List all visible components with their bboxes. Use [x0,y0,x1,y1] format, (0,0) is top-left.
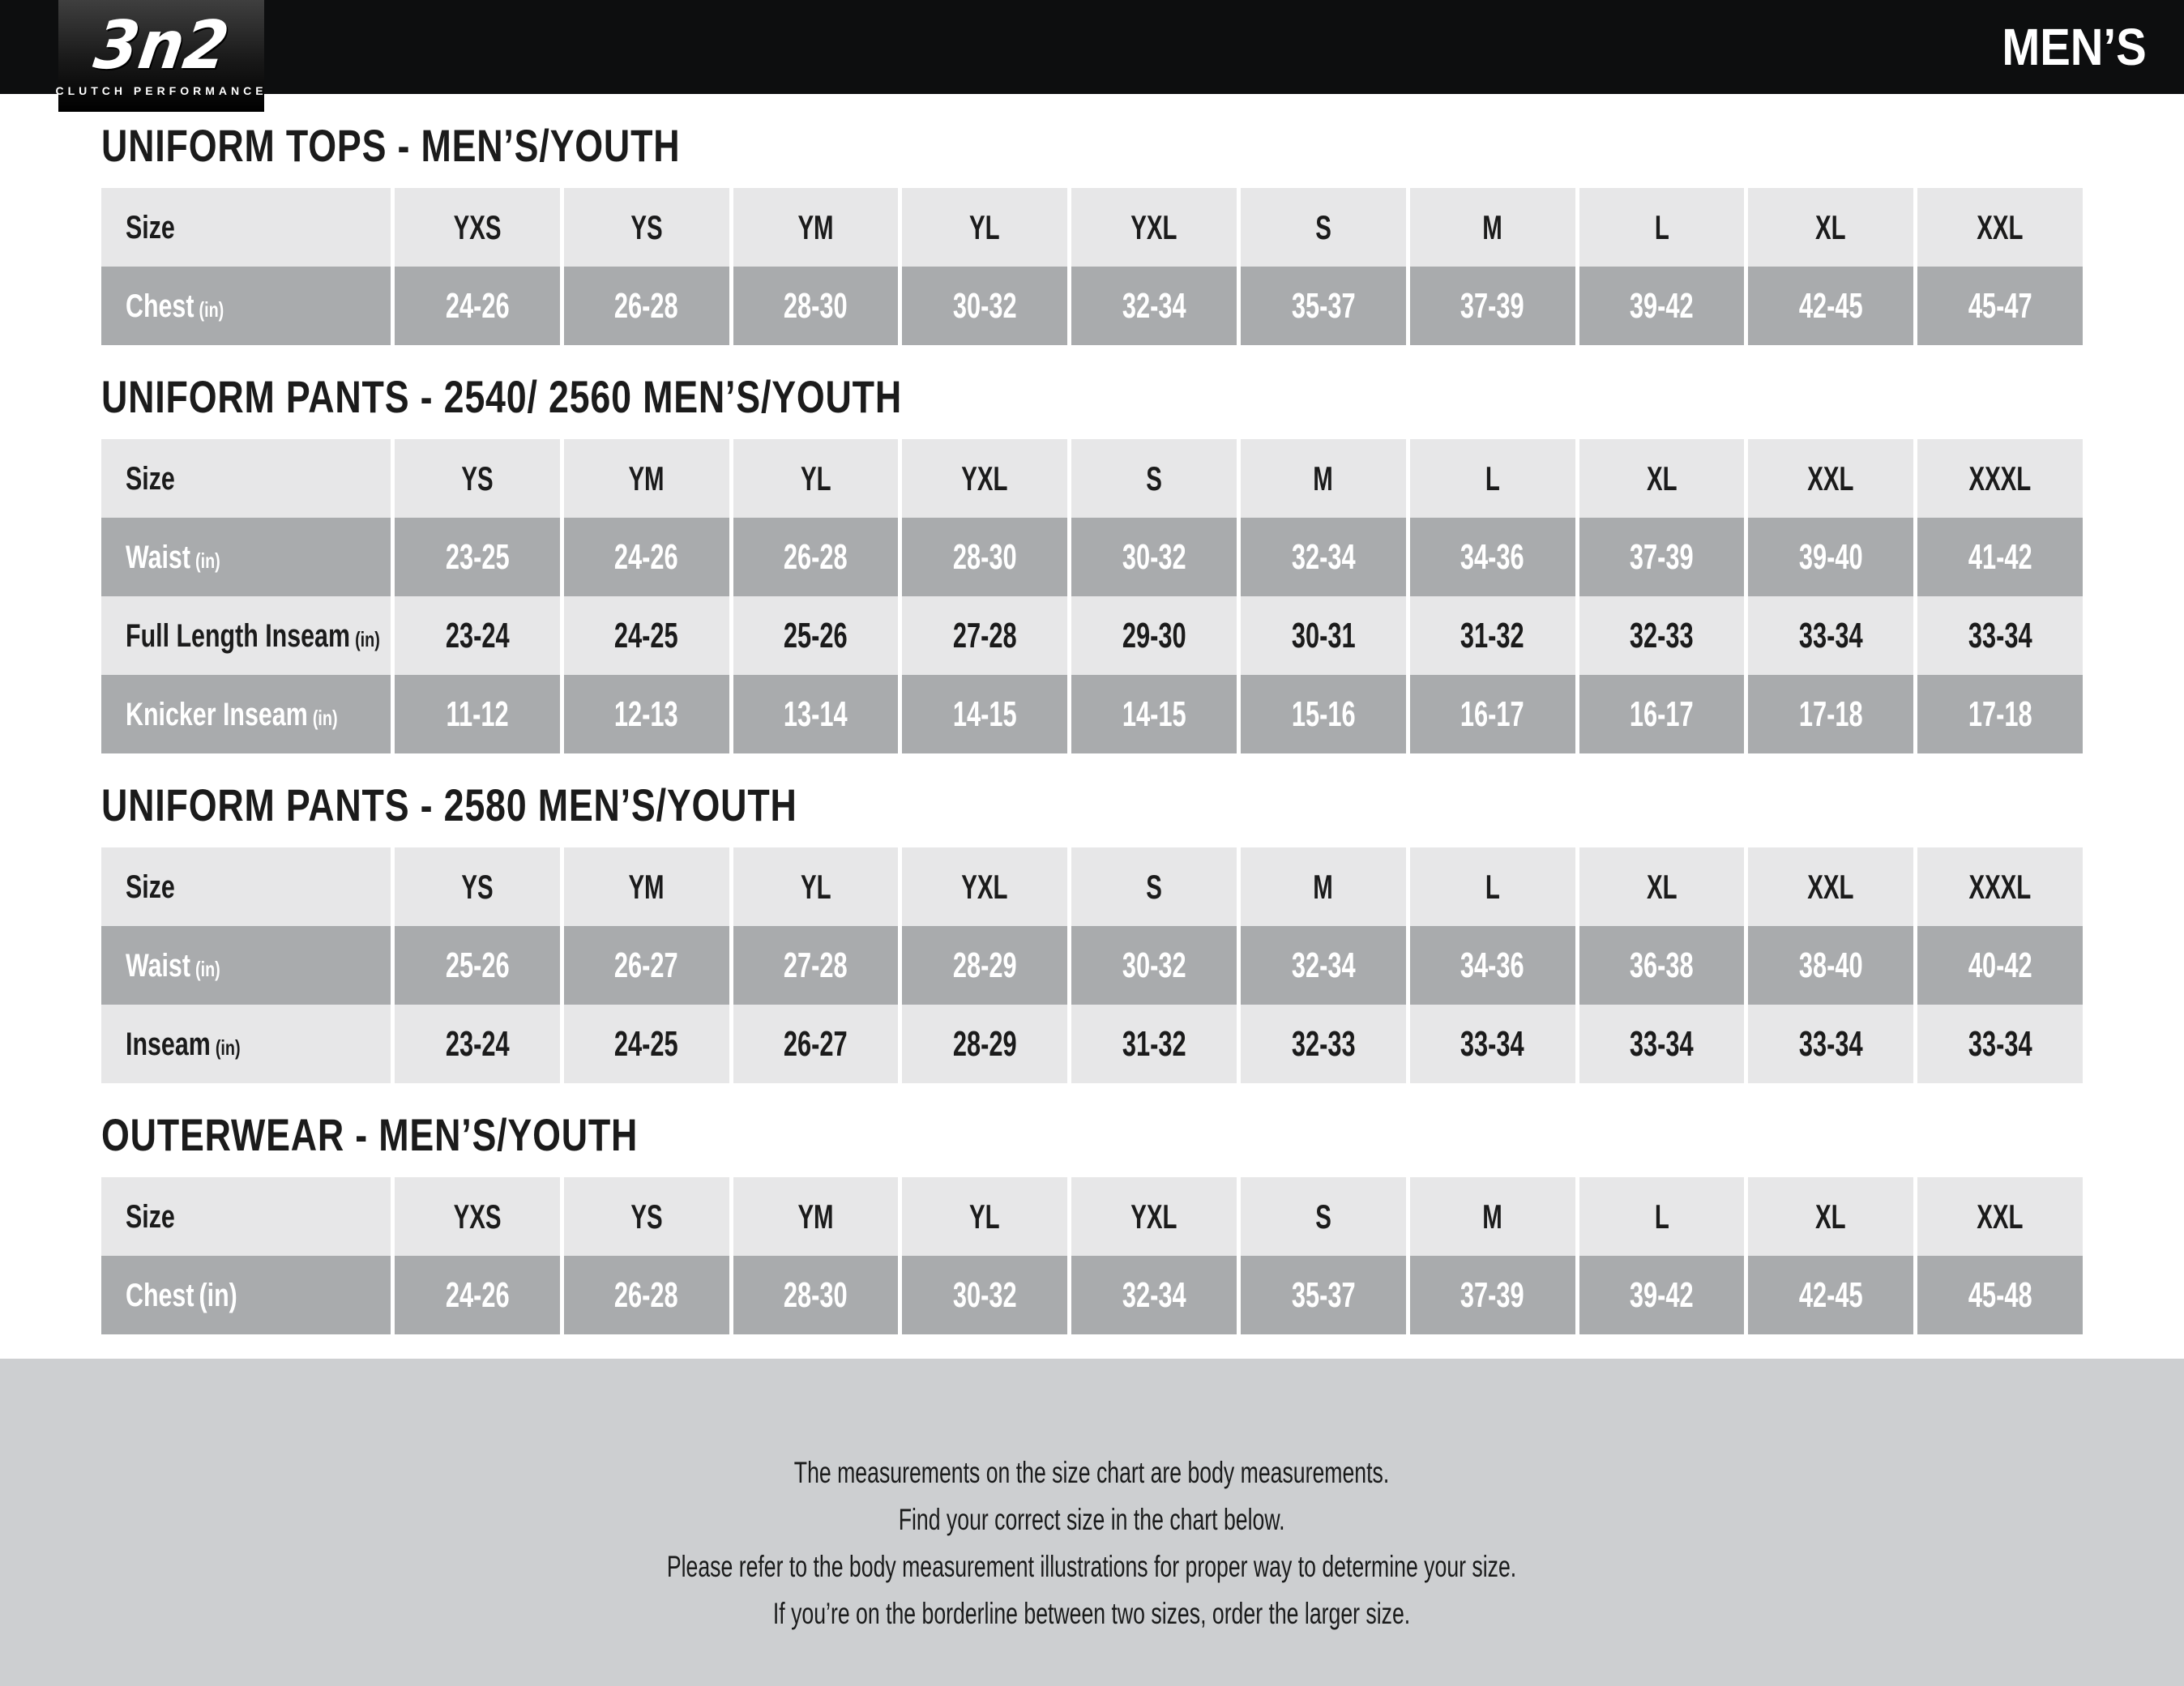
measurement-value-cell [1579,926,1745,1005]
size-column-header [733,188,899,267]
brand-logo-subtext: CLUTCH PERFORMANCE [55,83,267,97]
size-column-header-text: YM [797,207,834,246]
measurement-value-cell [395,1005,560,1083]
measurement-unit-text: (in) [195,548,220,573]
measurement-value-text: 32-34 [1291,945,1356,985]
size-column-header-text: L [1485,459,1500,497]
measurement-value-text: 30-32 [952,1274,1017,1315]
footer-note-line-text: Please refer to the body measurement illustrations for proper way to determine your size. [667,1550,1517,1583]
measurement-value-cell [1579,675,1745,753]
size-header-cell [101,1177,391,1256]
measurement-value-cell [1071,596,1237,675]
size-header-cell [101,439,391,518]
size-header-label: Size [126,460,175,497]
measurement-value-cell [902,1256,1067,1334]
measurement-value-cell [733,1005,899,1083]
measurement-value-text: 33-34 [1460,1023,1525,1064]
measurement-value-cell [733,675,899,753]
measurement-label-text: Knicker Inseam [126,696,308,732]
measurement-value-cell [1748,675,1913,753]
measurement-value-text: 11-12 [446,694,509,734]
measurement-value-text: 31-32 [1122,1023,1186,1064]
measurement-label [126,1279,237,1312]
measurement-label-cell [101,1005,391,1083]
size-column-header [1071,188,1237,267]
footer-note-line [0,1496,2184,1543]
measurement-label-text: Waist [126,947,190,984]
measurement-value-text: 42-45 [1798,285,1863,326]
size-column-header-text: YXS [453,207,502,246]
section-title [101,1109,2083,1160]
size-chart-content [0,94,2184,1334]
measurement-value-text: 14-15 [1122,694,1186,734]
measurement-value-cell [1917,596,2083,675]
measurement-value-text: 37-39 [1460,285,1525,326]
size-column-header-text: YL [969,207,1001,246]
measurement-value-text: 45-48 [1968,1274,2032,1315]
measurement-value-text: 39-42 [1630,1274,1694,1315]
footer-note-line-text: If you’re on the borderline between two sizes, order the larger size. [773,1597,1411,1630]
measurement-value-text: 33-34 [1968,1023,2032,1064]
measurement-value-text: 29-30 [1122,615,1186,655]
measurement-value-text: 16-17 [1630,694,1694,734]
measurement-label-cell [101,518,391,596]
size-column-header-text: XXXL [1968,459,2032,497]
size-column-header [1579,847,1745,926]
measurement-value-text: 26-28 [614,285,679,326]
measurement-value-cell [395,267,560,345]
measurement-value-cell [1241,518,1406,596]
measurement-unit-text: (in) [195,956,220,981]
size-column-header [1748,439,1913,518]
measurement-value-cell [1241,267,1406,345]
measurement-value-text: 23-25 [445,536,510,577]
size-column-header [564,1177,729,1256]
measurement-value-text: 28-29 [952,945,1017,985]
measurement-value-text: 14-15 [952,694,1017,734]
measurement-label-text: Full Length Inseam [126,617,351,654]
measurement-value-cell [564,596,729,675]
measurement-value-cell [1241,926,1406,1005]
section-title [101,371,2083,422]
measurement-value-text: 34-36 [1460,945,1525,985]
size-column-header-text: S [1315,207,1331,246]
size-column-header-text: XXL [1977,1197,2024,1236]
measurement-value-text: 24-26 [445,1274,510,1315]
measurement-value-cell [1917,1256,2083,1334]
size-column-header [1071,1177,1237,1256]
size-column-header-text: XXL [1807,867,1854,906]
measurement-value-cell [733,1256,899,1334]
measurement-label-text: Chest [126,1277,194,1313]
measurement-unit-text: (in) [199,297,224,322]
measurement-value-cell [1917,1005,2083,1083]
size-column-header [1579,439,1745,518]
measurement-value-cell [1410,926,1575,1005]
size-column-header-text: YM [628,459,665,497]
measurement-label-cell [101,675,391,753]
measurement-value-cell [1241,675,1406,753]
size-column-header-text: XL [1646,867,1678,906]
size-column-header-text: YXL [1130,1197,1177,1236]
measurement-value-text: 27-28 [952,615,1017,655]
measurement-label-text: Inseam [126,1026,211,1062]
size-column-header-text: L [1654,207,1669,246]
size-column-header-text: S [1146,867,1162,906]
measurement-value-cell [1241,1256,1406,1334]
measurement-value-text: 13-14 [784,694,848,734]
footer-note-line-text: The measurements on the size chart are body measurements. [794,1456,1390,1489]
measurement-value-text: 27-28 [784,945,848,985]
measurement-value-text: 40-42 [1968,945,2032,985]
measurement-value-cell [1579,267,1745,345]
size-column-header [395,439,560,518]
measurement-value-cell [1579,1256,1745,1334]
measurement-value-cell [395,675,560,753]
size-column-header-text: XXXL [1968,867,2032,906]
measurement-value-cell [1748,1256,1913,1334]
measurement-value-text: 12-13 [614,694,679,734]
measurement-label [126,1028,241,1061]
size-column-header-text: YS [461,867,494,906]
measurement-value-cell [1410,267,1575,345]
measurement-value-text: 45-47 [1968,285,2032,326]
brand-logo [55,0,267,112]
measurement-value-text: 37-39 [1460,1274,1525,1315]
size-column-header-text: S [1146,459,1162,497]
measurement-value-cell [395,596,560,675]
footer-note-line [0,1590,2184,1637]
measurement-value-text: 28-30 [784,1274,848,1315]
size-column-header [902,439,1067,518]
size-column-header [395,1177,560,1256]
size-column-header-text: YL [800,459,831,497]
measurement-value-text: 34-36 [1460,536,1525,577]
footer-notes [0,1359,2184,1686]
size-column-header-text: M [1313,459,1334,497]
size-column-header [1748,188,1913,267]
measurement-value-text: 35-37 [1291,1274,1356,1315]
size-column-header [564,439,729,518]
size-chart-section [101,371,2083,753]
measurement-value-cell [395,1256,560,1334]
measurement-value-text: 33-34 [1798,1023,1863,1064]
size-column-header-text: M [1313,867,1334,906]
page-gender-label [1982,18,2147,76]
size-column-header-text: M [1482,1197,1502,1236]
measurement-label [126,541,220,574]
measurement-value-cell [902,675,1067,753]
size-header-label: Size [126,209,175,245]
measurement-value-cell [564,1005,729,1083]
measurement-label-text: Chest [126,288,194,324]
section-title [101,779,2083,830]
measurement-value-text: 33-34 [1798,615,1863,655]
measurement-value-cell [1071,926,1237,1005]
size-column-header-text: YXL [1130,207,1177,246]
size-column-header-text: XXL [1807,459,1854,497]
measurement-value-cell [1917,675,2083,753]
measurement-value-cell [1410,1005,1575,1083]
measurement-value-text: 25-26 [445,945,510,985]
measurement-value-cell [1071,1256,1237,1334]
measurement-value-text: 32-34 [1291,536,1356,577]
size-header-label: Size [126,1198,175,1235]
size-column-header [902,847,1067,926]
measurement-value-text: 17-18 [1968,694,2032,734]
measurement-value-text: 24-25 [614,615,679,655]
measurement-value-cell [1579,518,1745,596]
measurement-label [126,698,338,731]
measurement-value-text: 26-28 [614,1274,679,1315]
size-column-header-text: L [1654,1197,1669,1236]
measurement-value-cell [1748,267,1913,345]
measurement-value-text: 41-42 [1968,536,2032,577]
size-header-cell [101,847,391,926]
size-column-header-text: M [1482,207,1502,246]
size-column-header [1748,1177,1913,1256]
size-header-label: Size [126,869,175,905]
measurement-value-cell [564,518,729,596]
size-column-header [395,188,560,267]
size-column-header [1410,439,1575,518]
measurement-value-cell [902,518,1067,596]
measurement-value-cell [1579,596,1745,675]
measurement-value-text: 32-33 [1630,615,1694,655]
size-column-header-text: XL [1815,207,1847,246]
size-column-header-text: YS [630,1197,663,1236]
size-column-header [1917,439,2083,518]
measurement-value-text: 35-37 [1291,285,1356,326]
size-table [101,847,2083,1083]
size-column-header [564,847,729,926]
measurement-label-cell [101,267,391,345]
measurement-value-text: 24-25 [614,1023,679,1064]
measurement-value-cell [1071,675,1237,753]
measurement-value-text: 38-40 [1798,945,1863,985]
measurement-value-text: 23-24 [445,615,510,655]
measurement-unit-text: (in) [312,705,338,730]
section-title-text: UNIFORM TOPS - MEN’S/YOUTH [101,120,681,171]
measurement-value-cell [733,596,899,675]
size-column-header-text: YM [628,867,665,906]
measurement-unit-text: (in) [199,1277,237,1313]
size-column-header [1579,188,1745,267]
size-chart-section [101,779,2083,1083]
size-column-header [1071,847,1237,926]
size-column-header [1241,847,1406,926]
size-column-header [733,1177,899,1256]
measurement-value-text: 42-45 [1798,1274,1863,1315]
measurement-value-text: 30-32 [952,285,1017,326]
section-title [101,120,2083,171]
top-bar [0,0,2184,97]
measurement-value-text: 31-32 [1460,615,1525,655]
measurement-value-cell [564,267,729,345]
measurement-value-cell [1410,1256,1575,1334]
measurement-value-text: 30-31 [1291,615,1356,655]
size-column-header [1410,188,1575,267]
size-column-header [733,847,899,926]
measurement-unit-text: (in) [215,1035,241,1060]
size-column-header [1579,1177,1745,1256]
measurement-value-cell [1579,1005,1745,1083]
measurement-value-cell [733,518,899,596]
size-chart-section [101,120,2083,345]
size-column-header [1241,1177,1406,1256]
measurement-value-text: 28-30 [784,285,848,326]
measurement-value-cell [733,267,899,345]
measurement-value-cell [1748,1005,1913,1083]
section-title-text: UNIFORM PANTS - 2540/ 2560 MEN’S/YOUTH [101,371,902,422]
page-gender-label-text: MEN’S [2002,18,2147,76]
size-column-header [1748,847,1913,926]
measurement-value-text: 26-28 [784,536,848,577]
measurement-value-cell [1410,675,1575,753]
size-column-header-text: L [1485,867,1500,906]
measurement-value-cell [1410,518,1575,596]
measurement-label [126,947,220,984]
measurement-label-text: Waist [126,539,190,575]
measurement-value-cell [1917,518,2083,596]
size-column-header [1410,847,1575,926]
measurement-value-cell [1241,1005,1406,1083]
measurement-label-cell [101,596,391,675]
size-column-header-text: YXL [961,867,1008,906]
size-chart-section [101,1109,2083,1334]
size-column-header-text: XL [1815,1197,1847,1236]
section-title-text: OUTERWEAR - MEN’S/YOUTH [101,1109,639,1160]
footer-note-lines [0,1449,2184,1637]
size-column-header-text: YS [461,459,494,497]
measurement-value-text: 39-40 [1798,536,1863,577]
measurement-value-text: 28-29 [952,1023,1017,1064]
measurement-value-cell [1917,267,2083,345]
measurement-value-cell [1071,267,1237,345]
size-table [101,1177,2083,1334]
size-column-header-text: XL [1646,459,1678,497]
measurement-value-text: 39-42 [1630,285,1694,326]
measurement-value-cell [564,675,729,753]
measurement-unit-text: (in) [355,626,380,651]
size-column-header [1071,439,1237,518]
measurement-value-cell [1071,518,1237,596]
measurement-value-cell [395,518,560,596]
measurement-value-text: 24-26 [614,536,679,577]
size-column-header [1917,188,2083,267]
measurement-value-text: 25-26 [784,615,848,655]
measurement-label [126,617,380,654]
size-table [101,188,2083,345]
measurement-value-cell [733,926,899,1005]
size-table [101,439,2083,753]
measurement-value-cell [395,926,560,1005]
measurement-value-text: 15-16 [1291,694,1356,734]
measurement-value-cell [564,1256,729,1334]
measurement-value-text: 37-39 [1630,536,1694,577]
measurement-value-text: 26-27 [784,1023,848,1064]
measurement-value-cell [1917,926,2083,1005]
section-title-text: UNIFORM PANTS - 2580 MEN’S/YOUTH [101,779,797,830]
footer-note-line [0,1449,2184,1496]
measurement-value-text: 23-24 [445,1023,510,1064]
measurement-value-cell [1748,596,1913,675]
size-column-header-text: YL [969,1197,1001,1236]
measurement-label [126,290,224,322]
measurement-label-cell [101,926,391,1005]
size-column-header [1917,1177,2083,1256]
measurement-value-text: 33-34 [1630,1023,1694,1064]
size-column-header-text: XXL [1977,207,2024,246]
measurement-value-cell [902,1005,1067,1083]
measurement-value-text: 24-26 [445,285,510,326]
measurement-value-text: 32-34 [1122,1274,1186,1315]
size-column-header-text: YM [797,1197,834,1236]
size-column-header-text: YXS [453,1197,502,1236]
size-column-header [564,188,729,267]
size-column-header-text: YS [630,207,663,246]
measurement-value-text: 36-38 [1630,945,1694,985]
size-header-cell [101,188,391,267]
measurement-value-cell [1241,596,1406,675]
size-column-header [733,439,899,518]
size-column-header [1241,188,1406,267]
measurement-value-text: 30-32 [1122,945,1186,985]
size-column-header [395,847,560,926]
measurement-value-cell [902,596,1067,675]
measurement-value-text: 33-34 [1968,615,2032,655]
measurement-value-text: 26-27 [614,945,679,985]
measurement-value-cell [564,926,729,1005]
size-column-header-text: YL [800,867,831,906]
measurement-value-text: 32-34 [1122,285,1186,326]
size-column-header-text: S [1315,1197,1331,1236]
measurement-value-text: 17-18 [1798,694,1863,734]
footer-note-line-text: Find your correct size in the chart below. [899,1503,1285,1536]
measurement-value-text: 16-17 [1460,694,1525,734]
size-column-header [902,188,1067,267]
size-column-header-text: YXL [961,459,1008,497]
size-column-header [1917,847,2083,926]
measurement-value-cell [1748,926,1913,1005]
measurement-value-cell [1410,596,1575,675]
measurement-value-cell [902,267,1067,345]
brand-logo-text: 3n2 [89,7,233,85]
measurement-value-cell [1748,518,1913,596]
measurement-value-text: 32-33 [1291,1023,1356,1064]
measurement-value-text: 28-30 [952,536,1017,577]
measurement-value-cell [1071,1005,1237,1083]
size-tables [101,120,2083,1334]
measurement-value-text: 30-32 [1122,536,1186,577]
size-column-header [1241,439,1406,518]
footer-note-line [0,1543,2184,1590]
size-column-header [1410,1177,1575,1256]
measurement-label-cell [101,1256,391,1334]
size-column-header [902,1177,1067,1256]
measurement-value-cell [902,926,1067,1005]
